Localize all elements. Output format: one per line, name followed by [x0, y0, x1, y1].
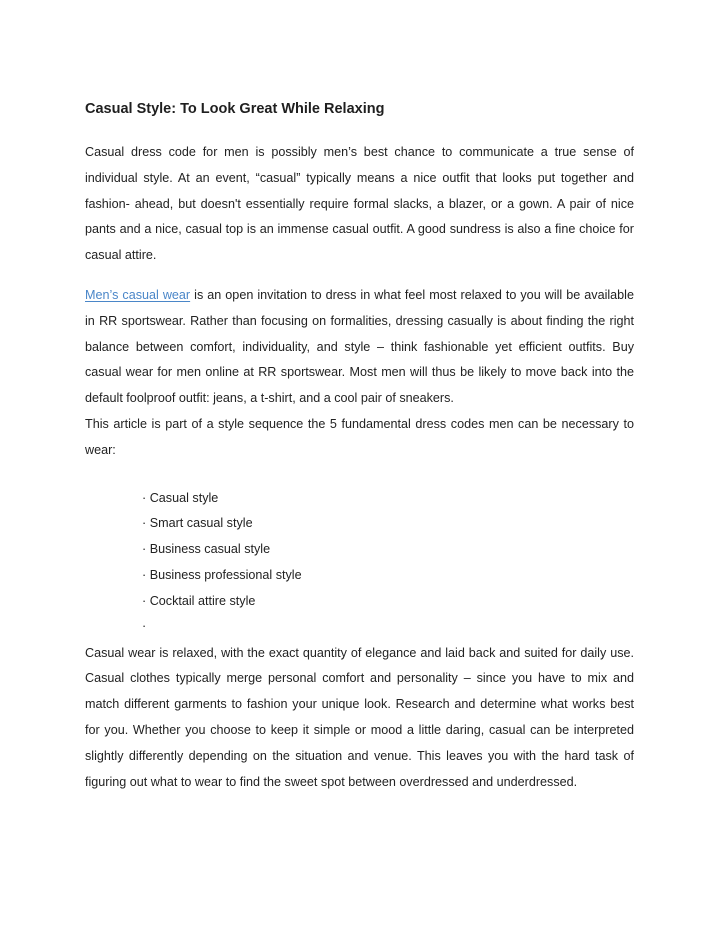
list-item: · Business casual style [142, 542, 271, 557]
mens-casual-wear-link[interactable]: Men’s casual wear [85, 287, 191, 302]
paragraph-intro: Casual dress code for men is possibly men’s best chance to communicate a true sense of individual style. At an event, “casual” typically means a nice outfit that looks put together and fashion- ahead, but doesn't essentially require formal slacks, a blazer, or a gown. A pair of nice pants and a nice, casual top is an immense casual outfit. A good sundress is also a fine choice for casual attire. [85, 145, 634, 263]
document-page [85, 96, 634, 795]
list-item: · Cocktail attire style [142, 593, 256, 608]
list-item: · Business professional style [142, 567, 302, 582]
paragraph-mens-casual-wear [85, 283, 634, 412]
list-item: · [142, 618, 147, 633]
paragraph-casual-wear: Casual wear is relaxed, with the exact quantity of elegance and laid back and suited for daily use. Casual clothes typically merge personal comfort and personality – since you have to mix and match different garments to fashion your unique look. Research and determine what works best for you. Whether you choose to keep it simple or mood a little daring, casual can be interpreted slightly differently depending on the situation and venue. This leaves you with the hard task of figuring out what to wear to find the sweet spot between overdressed and underdressed. [85, 645, 634, 789]
paragraph-mens-casual-wear-text: is an open invitation to dress in what feel most relaxed to you will be available in RR sportswear. Rather than focusing on formalities, dressing casually is about finding the right balance between comfort, individuality, and style – think fashionable yet efficient outfits. Buy casual wear for men online at RR sportswear. Most men will thus be likely to move back into the default foolproof outfit: jeans, a t-shirt, and a cool pair of sneakers. [85, 287, 634, 406]
dress-code-list [85, 486, 634, 637]
list-item: · Casual style [142, 490, 219, 505]
paragraph-style-sequence: This article is part of a style sequence the 5 fundamental dress codes men can be necessary to wear: [85, 416, 634, 457]
list-item: · Smart casual style [142, 516, 253, 531]
article-title: Casual Style: To Look Great While Relaxing [85, 101, 385, 117]
